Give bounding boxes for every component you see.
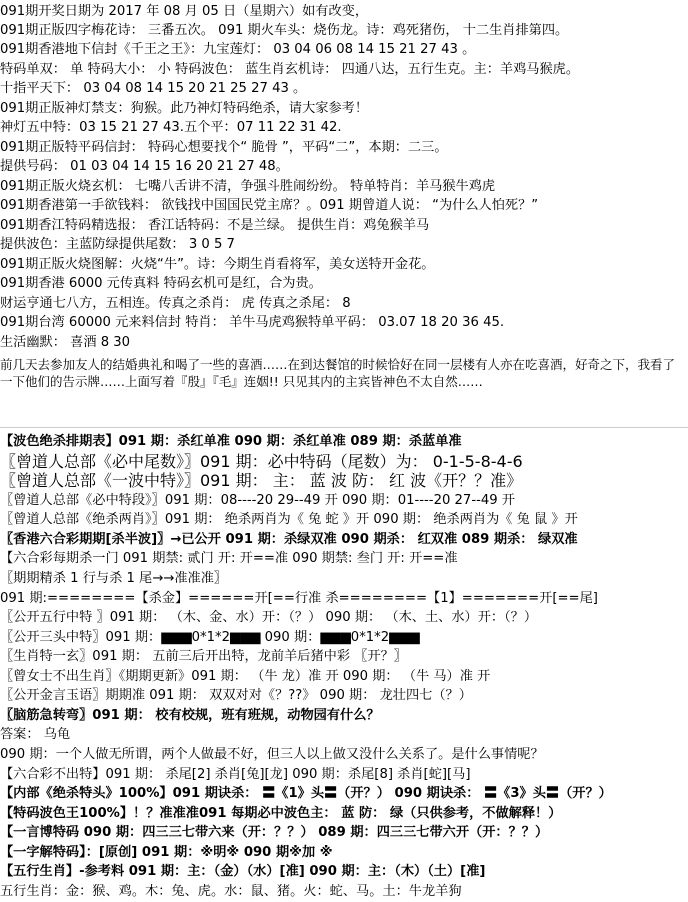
section-line: 〖香港六合彩期期[杀半波]〗→已公开 091 期：杀绿双准 090 期杀： 红双准 089 期杀： 绿双准 [0, 532, 578, 547]
section-line: 〖曾道人总部《一波中特》〗091 期： 主： 蓝 波 防： 红 波《开？？准》 [0, 471, 523, 490]
story-paragraph: 前几天去参加友人的结婚典礼和喝了一些的喜酒……在到达餐馆的时候恰好在同一层楼有人亦在吃喜酒，好奇之下，我看了一下他们的告示牌……上面写着『殷』『毛』连姻!! 只见其内的主宾皆神色不太自然…… [0, 357, 676, 389]
section-line: 〖曾女士不出生肖〗《期期更新》091 期： （牛 龙）准 开 090 期： （牛 马）准 开 [0, 669, 491, 684]
text-line: 十指平天下： 03 04 08 14 15 20 21 25 27 43 。 [0, 81, 307, 96]
text-line: 091期香港 6000 元传真料 特码玄机可是红，合为贵。 [0, 276, 322, 291]
section-line: 答案： 乌龟 [0, 727, 71, 742]
section-line: 091 期:========【杀金】======开[==行准 杀========【1】=======开[==尾] [0, 591, 598, 606]
section-line: 〖曾道人总部《必中尾数》〗091 期：必中特码（尾数）为： 0-1-5-8-4-6 [0, 452, 523, 471]
text-line: 生活幽默： 喜酒 8 30 [0, 335, 131, 350]
section-line: 【一言博特码 090 期：四三三七带六来（开：？？） 089 期：四三三七带六开（开：？？） [0, 825, 549, 840]
section-line: 【六合彩每期杀一门 091 期禁: 贰门 开: 开==准 090 期禁: 叁门 开: 开==准 [0, 551, 458, 566]
text-line: 091期香江特码精选报： 香江话特码：不是兰绿。 提供生肖：鸡兔猴羊马 [0, 218, 430, 233]
section-line: 〖曾道人总部《绝杀两肖》〗091 期： 绝杀两肖为《 兔 蛇 》开 090 期： 绝杀两肖为《 兔 鼠 》开 [0, 512, 578, 527]
section-line: 〖脑筋急转弯〗091 期： 校有校规，班有班规，动物园有什么？ [0, 708, 380, 723]
text-line: 提供波色：主蓝防绿提供尾数： 3 0 5 7 [0, 237, 235, 252]
section-line: 〖公开三头中特〗091 期：▆▆▆0*1*2▆▆▆ 090 期：▆▆▆0*1*2▆▆▆ [0, 630, 420, 645]
section-line: 【五行生肖】-参考料 091 期：主：（金）（水）[准] 090 期：主：（木）（土）[准] [0, 864, 486, 879]
section-line: 五行生肖：金：猴、鸡。木：兔、虎。水：鼠、猪。火：蛇、马。土：牛龙羊狗 [0, 884, 462, 899]
section-line: 〖生肖特一玄〗091 期： 五前三后开出特，龙前羊后猪中彩 〖开？〗 [0, 649, 407, 664]
text-line: 神灯五中特：03 15 21 27 43.五个平：07 11 22 31 42. [0, 120, 342, 135]
section-line: 【六合彩不出特】091 期： 杀尾[2] 杀肖[兔][龙] 090 期：杀尾[8] 杀肖[蛇][马] [0, 767, 471, 782]
section-line: 【波色绝杀排期表】091 期：杀红单准 090 期：杀红单准 089 期：杀蓝单准 [0, 434, 462, 449]
text-line: 特码单双： 单 特码大小： 小 特码波色： 蓝生肖玄机诗： 四通八达，五行生克。主：羊鸡马猴虎。 [0, 62, 580, 77]
text-line: 091期正版四字梅花诗： 三番五次。 091 期火车头：烧伤龙。诗：鸡死猪伤， 十二生肖排第四。 [0, 23, 569, 38]
text-line: 091期台湾 60000 元来料信封 特肖： 羊牛马虎鸡猴特单平码： 03.07 18 20 36 45. [0, 315, 505, 330]
section-line: 【特码波色王100%】！？准准准091 每期必中波色主： 蓝 防： 绿（只供参考，不做解释！） [0, 806, 562, 821]
text-line: 091期正版神灯禁支：狗猴。此乃神灯特码绝杀，请大家参考！ [0, 101, 369, 116]
text-line: 091期香港第一手欲钱料： 欲钱找中国国民党主席？。091 期曾道人说： “为什么人怕死？” [0, 198, 539, 213]
section-line: 〖公开金言玉语〗期期准 091 期： 双双对对《？??》 090 期： 龙壮四七（？） [0, 688, 472, 703]
text-line: 091期正版火烧玄机： 七嘴八舌讲不清，争强斗胜闹纷纷。 特单特肖：羊马猴牛鸡虎 [0, 179, 496, 194]
section-line: 〖曾道人总部《必中特段》〗091 期：08----20 29--49 开 090 期：01----20 27--49 开 [0, 493, 515, 508]
text-line: 091期正版特平码信封： 特码心想要找个“ 脆骨 ”，平码“二”，本期：二三。 [0, 140, 448, 155]
section-line: 〖公开五行中特 〗091 期： （木、金、水）开：（？） 090 期： （木、土、水）开：（？） [0, 610, 538, 625]
text-line: 提供号码： 01 03 04 14 15 16 20 21 27 48。 [0, 159, 289, 174]
text-line: 091期香港地下信封《千王之王》：九宝莲灯： 03 04 06 08 14 15 21 27 43 。 [0, 42, 476, 57]
section-line: 090 期：一个人做无所谓，两个人做最不好，但三人以上做又没什么关系了。是什么事情呢？ [0, 747, 544, 762]
text-line: 091期正版火烧图解：火烧“牛”。诗：今期生肖看将军，美女送特开金花。 [0, 257, 435, 272]
text-line: 091期开奖日期为 2017 年 08 月 05 日（星期六）如有改变， [0, 4, 369, 19]
section-line: 【内部《绝杀特头》100%】091 期诀杀： 〓《1》头〓（开？） 090 期诀杀： 〓《3》头〓（开？） [0, 786, 612, 801]
section-line: 〖期期精杀 1 行与杀 1 尾→→准准准〗 [0, 571, 228, 586]
divider [0, 427, 688, 428]
text-line: 财运亨通七八方，五相连。传真之杀肖： 虎 传真之杀尾： 8 [0, 296, 351, 311]
section-line: 【一字解特码】：[原创] 091 期：※明※ 090 期※加 ※ [0, 845, 333, 860]
